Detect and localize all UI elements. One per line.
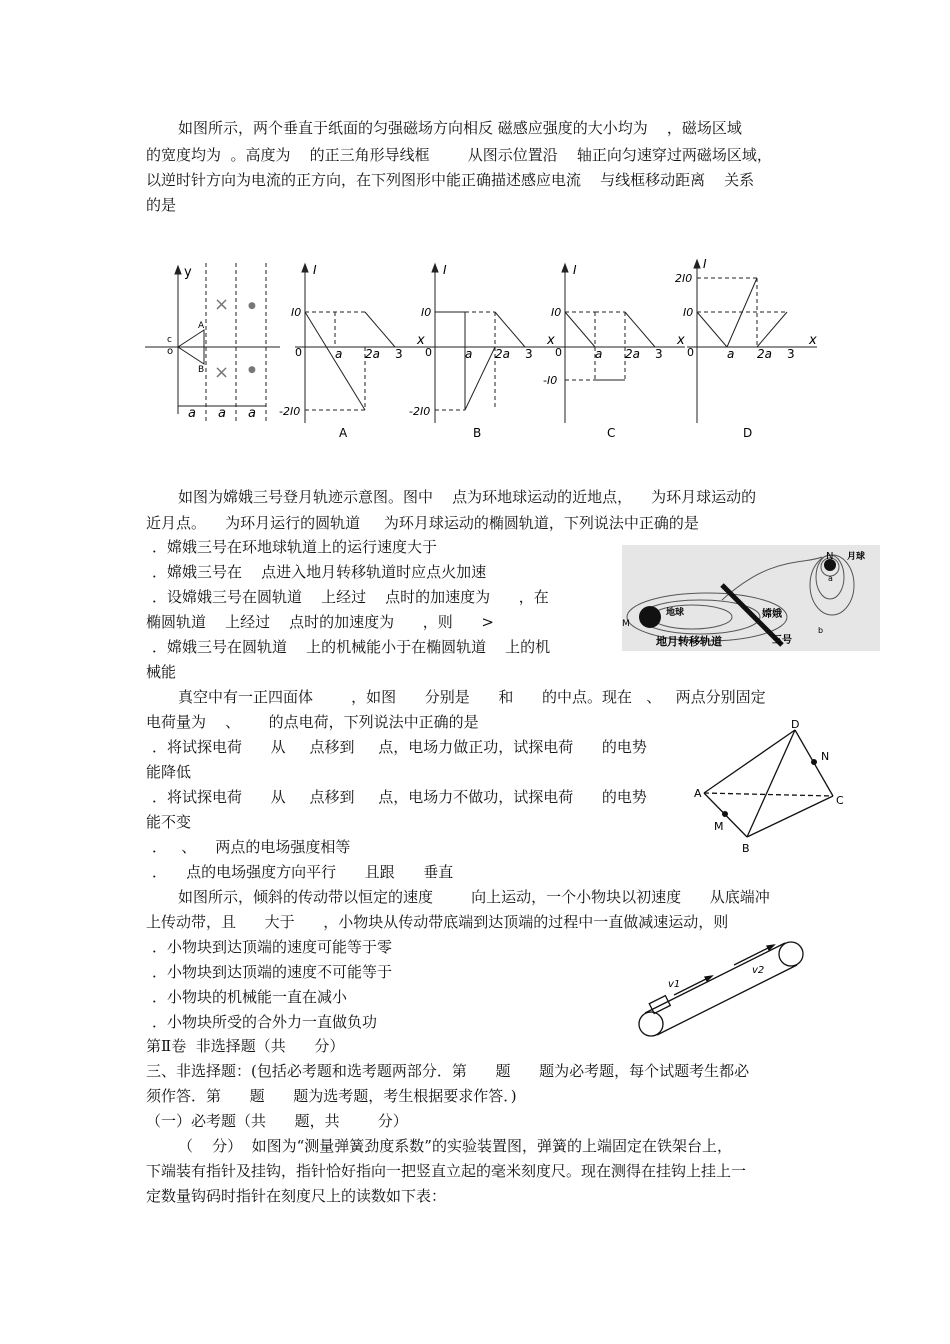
q2-figure [622, 545, 880, 651]
q2-option-3-cont: 椭圆轨道 上经过 点时的加速度为 ，则 > [146, 613, 494, 631]
graph-D-y-label: I [703, 258, 707, 271]
q3-N-label: N [821, 750, 830, 763]
q3-option-2-cont: 能不变 [146, 813, 192, 831]
q2-option-4-cont: 械能 [146, 663, 177, 681]
graph-B-3-tick: 3 [525, 347, 533, 361]
main-width-label-2: a [218, 406, 226, 421]
q4-line-2: 上传动带，且 大于 ，小物块从传动带底端到达顶端的过程中一直做减速运动，则 [146, 913, 729, 931]
q4-line-1: 如图所示，倾斜的传动带以恒定的速度 向上运动，一个小物块以初速度 从底端冲 [178, 888, 770, 906]
main-B-label: B [198, 365, 205, 375]
q2-M-label: M [622, 619, 630, 629]
graph-C-origin: 0 [555, 346, 562, 359]
q2-option-3: ．设嫦娥三号在圆轨道 上经过 点时的加速度为 ，在 [152, 588, 549, 606]
cross-mark-lower: × [214, 362, 230, 383]
q4-figure [634, 935, 810, 1040]
graph-B-origin: 0 [425, 346, 432, 359]
q4-v1-label: v1 [668, 979, 681, 990]
graph-A-2a-tick: 2a [365, 347, 380, 361]
q2-moon-label: 月球 [847, 552, 866, 562]
q1-line-4: 的是 [146, 196, 177, 214]
graph-B [409, 263, 558, 440]
graph-D-2a-tick: 2a [757, 347, 772, 361]
q4-option-4: ．小物块所受的合外力一直做负功 [152, 1013, 378, 1031]
q2-option-1: ．嫦娥三号在环地球轨道上的运行速度大于 [152, 538, 438, 556]
part2-heading: 第Ⅱ卷 非选择题（共 分） [146, 1037, 345, 1055]
q3-M-label: M [714, 820, 724, 833]
q3-option-3: ． 、 两点的电场强度相等 [152, 838, 351, 856]
q3-line-1: 真空中有一正四面体 ，如图 分别是 和 的中点。现在 、 两点分别固定 [178, 688, 766, 706]
cross-mark-upper: × [214, 294, 230, 315]
q3-option-1: ．将试探电荷 从 点移到 点，电场力做正功，试探电荷 的电势 [152, 738, 647, 756]
graph-C-3-tick: 3 [655, 347, 663, 361]
q4-option-2: ．小物块到达顶端的速度不可能等于 [152, 963, 393, 981]
q3-line-2: 电荷量为 、 的点电荷，下列说法中正确的是 [146, 713, 479, 731]
q5-line-1: （ 分） 如图为“测量弹簧劲度系数”的实验装置图，弹簧的上端固定在铁架台上， [178, 1137, 732, 1155]
q2-line-1: 如图为嫦娥三号登月轨迹示意图。图中 点为环地球运动的近地点， 为环月球运动的 [178, 488, 757, 506]
graph-A [279, 263, 425, 440]
q3-D-label: D [791, 718, 800, 731]
q2-earth-label: 地球 [666, 608, 685, 618]
part2-instructions-2: 须作答．第 题 题为选考题，考生根据要求作答．) [146, 1087, 517, 1105]
graph-D-origin: 0 [687, 346, 694, 359]
q2-transfer-label: 地月转移轨道 [656, 635, 722, 648]
graph-D-top-label: 2I0 [675, 272, 693, 285]
dot-mark-lower: ● [248, 365, 256, 375]
graph-B-y-label: I [443, 263, 447, 277]
q3-A-label: A [694, 787, 702, 800]
graph-D-3-tick: 3 [787, 347, 795, 361]
graph-A-x-label: x [417, 333, 425, 348]
graph-B-x-label: x [547, 333, 555, 348]
graph-A-y-label: I [313, 263, 317, 277]
q4-v2-label: v2 [752, 965, 765, 976]
graph-B-caption: B [473, 426, 482, 440]
graph-B-i0-label: I0 [421, 306, 432, 319]
graph-D-x-label: x [809, 333, 817, 348]
graph-A-neg-label: -2I0 [279, 405, 301, 418]
q2-option-4: ．嫦娥三号在圆轨道 上的机械能小于在椭圆轨道 上的机 [152, 638, 551, 656]
q3-option-1-cont: 能降低 [146, 763, 192, 781]
main-width-label-3: a [248, 406, 256, 421]
graph-D-a-tick: a [727, 347, 735, 361]
q5-line-3: 定数量钩码时指针在刻度尺上的读数如下表： [146, 1187, 447, 1205]
q3-option-4: ． 点的电场强度方向平行 且跟 垂直 [152, 863, 454, 881]
q1-line-3: 以逆时针方向为电流的正方向，在下列图形中能正确描述感应电流 与线框移动距离 关系 [146, 171, 755, 189]
main-width-label-1: a [188, 406, 196, 421]
q4-option-1: ．小物块到达顶端的速度可能等于零 [152, 938, 393, 956]
q2-chang-label-1: 嫦娥 [762, 609, 782, 620]
graph-A-caption: A [339, 426, 348, 440]
q2-b-label: b [818, 626, 824, 635]
q2-option-2: ．嫦娥三号在 点进入地月转移轨道时应点火加速 [152, 563, 487, 581]
q3-figure [690, 718, 850, 858]
graph-D [675, 258, 817, 440]
q2-chang-label-2: 三号 [772, 635, 792, 646]
graph-C-i0-label: I0 [551, 306, 562, 319]
q2-a-label: a [828, 574, 833, 583]
q1-line-1: 如图所示，两个垂直于纸面的匀强磁场方向相反 磁感应强度的大小均为 ，磁场区域 [178, 119, 742, 137]
graph-B-a-tick: a [465, 347, 473, 361]
q1-figure [140, 258, 830, 448]
graph-C-x-label: x [677, 333, 685, 348]
graph-B-neg-label: -2I0 [409, 405, 431, 418]
q3-option-2: ．将试探电荷 从 点移到 点，电场力不做功，试探电荷 的电势 [152, 788, 647, 806]
q5-line-2: 下端装有指针及挂钩，指针恰好指向一把竖直立起的毫米刻度尺。现在测得在挂钩上挂上一 [146, 1162, 747, 1180]
graph-C-neg-label: -I0 [543, 374, 558, 387]
graph-C-a-tick: a [595, 347, 603, 361]
q4-option-3: ．小物块的机械能一直在减小 [152, 988, 348, 1006]
q2-N-label: N [826, 551, 834, 562]
dot-mark-upper: ● [248, 301, 256, 311]
graph-C [543, 263, 685, 440]
q3-B-label: B [742, 842, 750, 855]
main-A-label: A [198, 321, 205, 331]
q3-C-label: C [836, 794, 844, 807]
graph-A-origin: 0 [295, 346, 302, 359]
q2-line-2: 近月点。 为环月运行的圆轨道 为环月球运动的椭圆轨道，下列说法中正确的是 [146, 514, 699, 532]
graph-A-a-tick: a [335, 347, 343, 361]
graph-C-caption: C [607, 426, 616, 440]
part2-instructions-1: 三、非选择题：(包括必考题和选考题两部分．第 题 题为必考题，每个试题考生都必 [146, 1062, 750, 1080]
graph-A-3-tick: 3 [395, 347, 403, 361]
graph-B-2a-tick: 2a [495, 347, 510, 361]
main-y-label: y [184, 265, 192, 280]
graph-D-caption: D [743, 426, 753, 440]
q1-line-2: 的宽度均为 。高度为 的正三角形导线框 从图示位置沿 轴正向匀速穿过两磁场区域， [146, 146, 772, 164]
part2-subheading: （一）必考题（共 题，共 分） [146, 1112, 408, 1130]
graph-A-i0-label: I0 [291, 306, 302, 319]
main-o-label: o [167, 346, 174, 357]
graph-D-i0-label: I0 [683, 306, 694, 319]
main-c-label: c [167, 335, 172, 345]
graph-C-y-label: I [573, 263, 577, 277]
graph-C-2a-tick: 2a [625, 347, 640, 361]
